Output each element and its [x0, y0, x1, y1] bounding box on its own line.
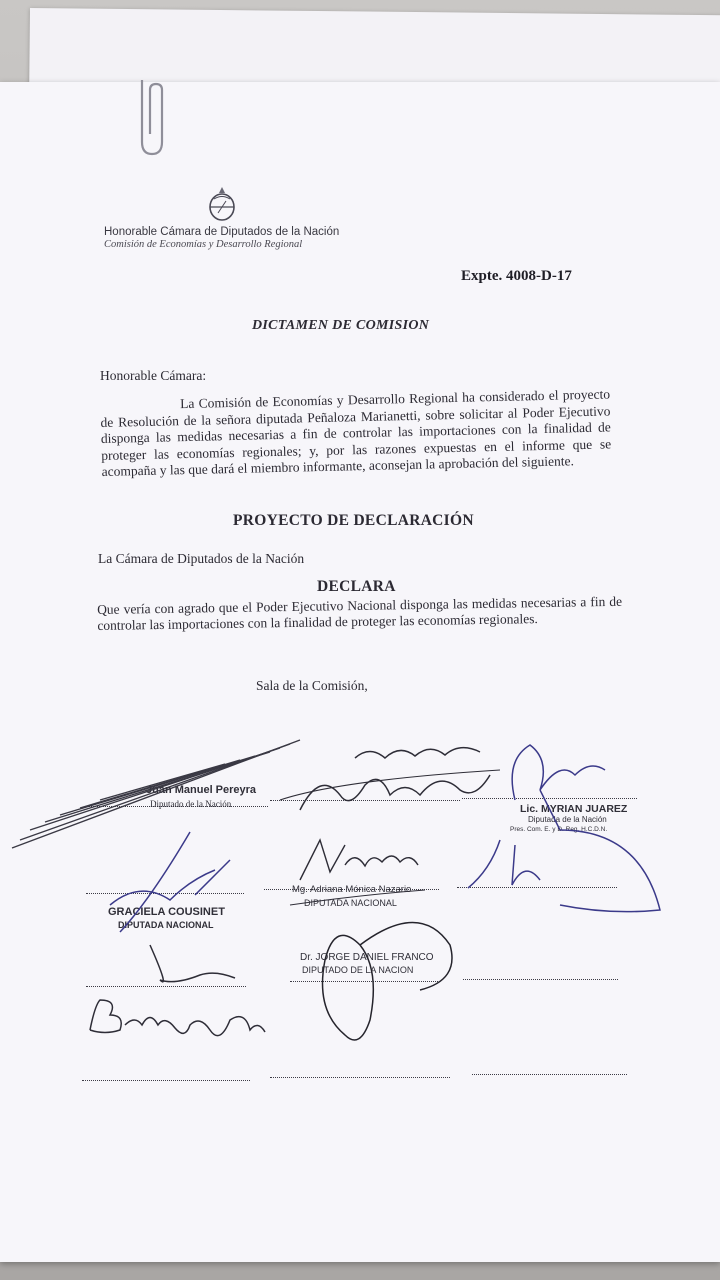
signature-line [270, 1077, 450, 1078]
document-heading: DICTAMEN DE COMISION [252, 318, 430, 333]
signatory-name: Lic. MYRIAN JUAREZ [520, 803, 628, 815]
signature-line [462, 798, 637, 799]
commission-name: Comisión de Economías y Desarrollo Regional [104, 239, 303, 250]
body-paragraph: La Comisión de Economías y Desarrollo Regional ha considerado el proyecto de Resolución de la señora diputada Peñaloza Marianetti, sobre solicitar al Poder Ejecutivo disponga las medidas necesarias a fin de controlar las importaciones con la finalidad de proteger las economías regionales; y, por las razones expuestas en el informe que se acompaña y las que dará el miembro informante, aconsejan la aprobación del siguiente. [100, 386, 612, 479]
signature-line [457, 887, 617, 888]
signature-line [86, 986, 246, 987]
signatory-title: DIPUTADA NACIONAL [118, 920, 214, 930]
chamber-line: La Cámara de Diputados de la Nación [98, 551, 305, 566]
signature-line [463, 979, 618, 980]
argentina-coat-of-arms-icon [205, 185, 239, 223]
signature-line [290, 981, 440, 982]
declaration-text: Que vería con agrado que el Poder Ejecutivo Nacional disponga las medidas necesarias a fin de controlar las importaciones con la finalidad de proteger las economías regionales. [97, 593, 623, 633]
signatory-name: Dr. JORGE DANIEL FRANCO [300, 952, 434, 963]
signatory-title: DIPUTADA NACIONAL [304, 898, 397, 908]
institution-name: Honorable Cámara de Diputados de la Nación [104, 226, 340, 238]
salutation: Honorable Cámara: [100, 368, 207, 383]
signatory-title: Diputado de la Nación [150, 799, 232, 809]
file-number: Expte. 4008-D-17 [461, 268, 572, 284]
document-page [0, 82, 720, 1262]
closing-line: Sala de la Comisión, [256, 678, 368, 693]
signatory-name: Juan Manuel Pereyra [146, 784, 257, 796]
signatory-title: DIPUTADO DE LA NACION [302, 965, 414, 975]
declares-heading: DECLARA [317, 578, 396, 595]
signature-line [86, 893, 244, 894]
signatory-subtitle: Pres. Com. E. y D. Reg. H.C.D.N. [510, 826, 608, 833]
project-heading: PROYECTO DE DECLARACIÓN [233, 512, 474, 529]
signatory-name: Mg. Adriana Mónica Nazario [292, 884, 412, 895]
signature-line [472, 1074, 627, 1075]
signature-line [270, 800, 460, 801]
signatory-name: GRACIELA COUSINET [108, 906, 225, 918]
signature-line [82, 1080, 250, 1081]
paperclip-icon [132, 76, 172, 160]
signatory-title: Diputada de la Nación [528, 815, 607, 824]
